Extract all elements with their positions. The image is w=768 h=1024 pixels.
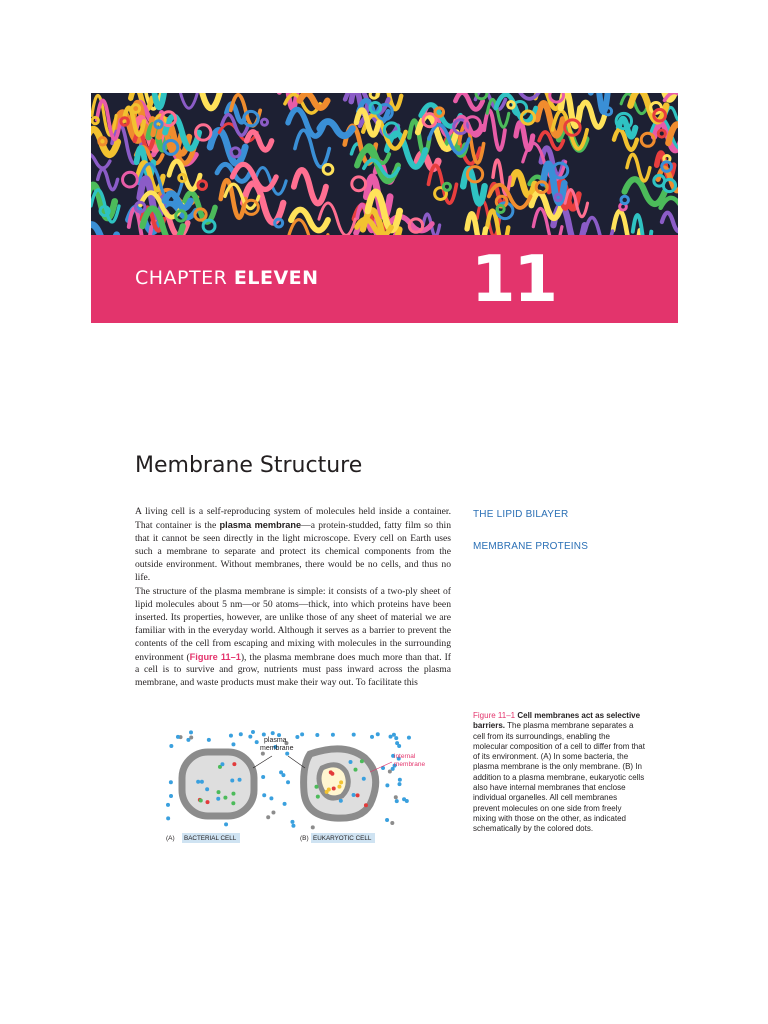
figure-caption: Figure 11–1 Cell membranes act as selective barriers. The plasma membrane separates a cell from its surroundings, enabling the molecular composition of a cell to differ from that of its environment. (A) In some bacteria, the plasma membrane is the only membrane. (B) In addition to a plasma membrane, eukaryotic cells also have internal membranes that enclose individual organelles. All cell membranes prevent molecules on one side from freely mixing with those on the other, as indicated schematically by the colored dots. (473, 711, 645, 834)
colorful-pattern-artwork (91, 93, 678, 235)
chapter-title: Membrane Structure (135, 453, 363, 478)
bacterial-cell-membrane (182, 752, 254, 816)
cell-membrane-diagram (160, 730, 450, 848)
internal-membrane-label: membrane (394, 761, 426, 768)
panel-a-name: BACTERIAL CELL (184, 835, 237, 842)
membrane-figure (160, 730, 450, 848)
key-term: plasma membrane (219, 519, 302, 530)
figure-number: Figure 11–1 (473, 711, 516, 720)
toc-item-lipid-bilayer[interactable]: THE LIPID BILAYER (473, 509, 569, 520)
plasma-label: plasma (264, 737, 287, 744)
body-paragraph-2: The structure of the plasma membrane is simple: it consists of a two-ply sheet of lipid molecules about 5 nm—or 50 atoms—thick, into which proteins have been inserted. Its properties, however, are unlike those of any sheet of material we are familiar with in the everyday world. Although it serves as a barrier to prevent the contents of the cell from escaping and mixing with molecules in the surrounding environment (Figure 11–1), the plasma membrane does much more than that. If a cell is to survive and grow, nutrients must pass inward across the plasma membrane, and waste products must make their way out. To facilitate this (135, 586, 451, 689)
toc-item-membrane-proteins[interactable]: MEMBRANE PROTEINS (473, 541, 589, 552)
membrane-label: membrane (260, 745, 294, 752)
panel-b-letter: (B) (300, 835, 309, 842)
chapter-label: CHAPTER ELEVEN (135, 267, 319, 289)
organelle-internal-membrane (319, 765, 348, 798)
panel-a-letter: (A) (166, 835, 175, 842)
panel-b-name: EUKARYOTIC CELL (313, 835, 372, 842)
chapter-number: 11 (471, 243, 557, 317)
figure-reference-link[interactable]: Figure 11–1 (189, 651, 241, 662)
internal-label: internal (394, 753, 416, 760)
chapter-banner-image (91, 93, 678, 235)
body-paragraph-1: A living cell is a self-reproducing system of molecules held inside a container. That container is the plasma membrane—a protein-studded, fatty film so thin that it cannot be seen directly in the light microscope. Every cell on Earth uses such a membrane to separate and protect its chemical components from the outside environment. Without membranes, there would be no cells, and thus no life. (135, 506, 452, 583)
chapter-header-bar (91, 235, 678, 323)
